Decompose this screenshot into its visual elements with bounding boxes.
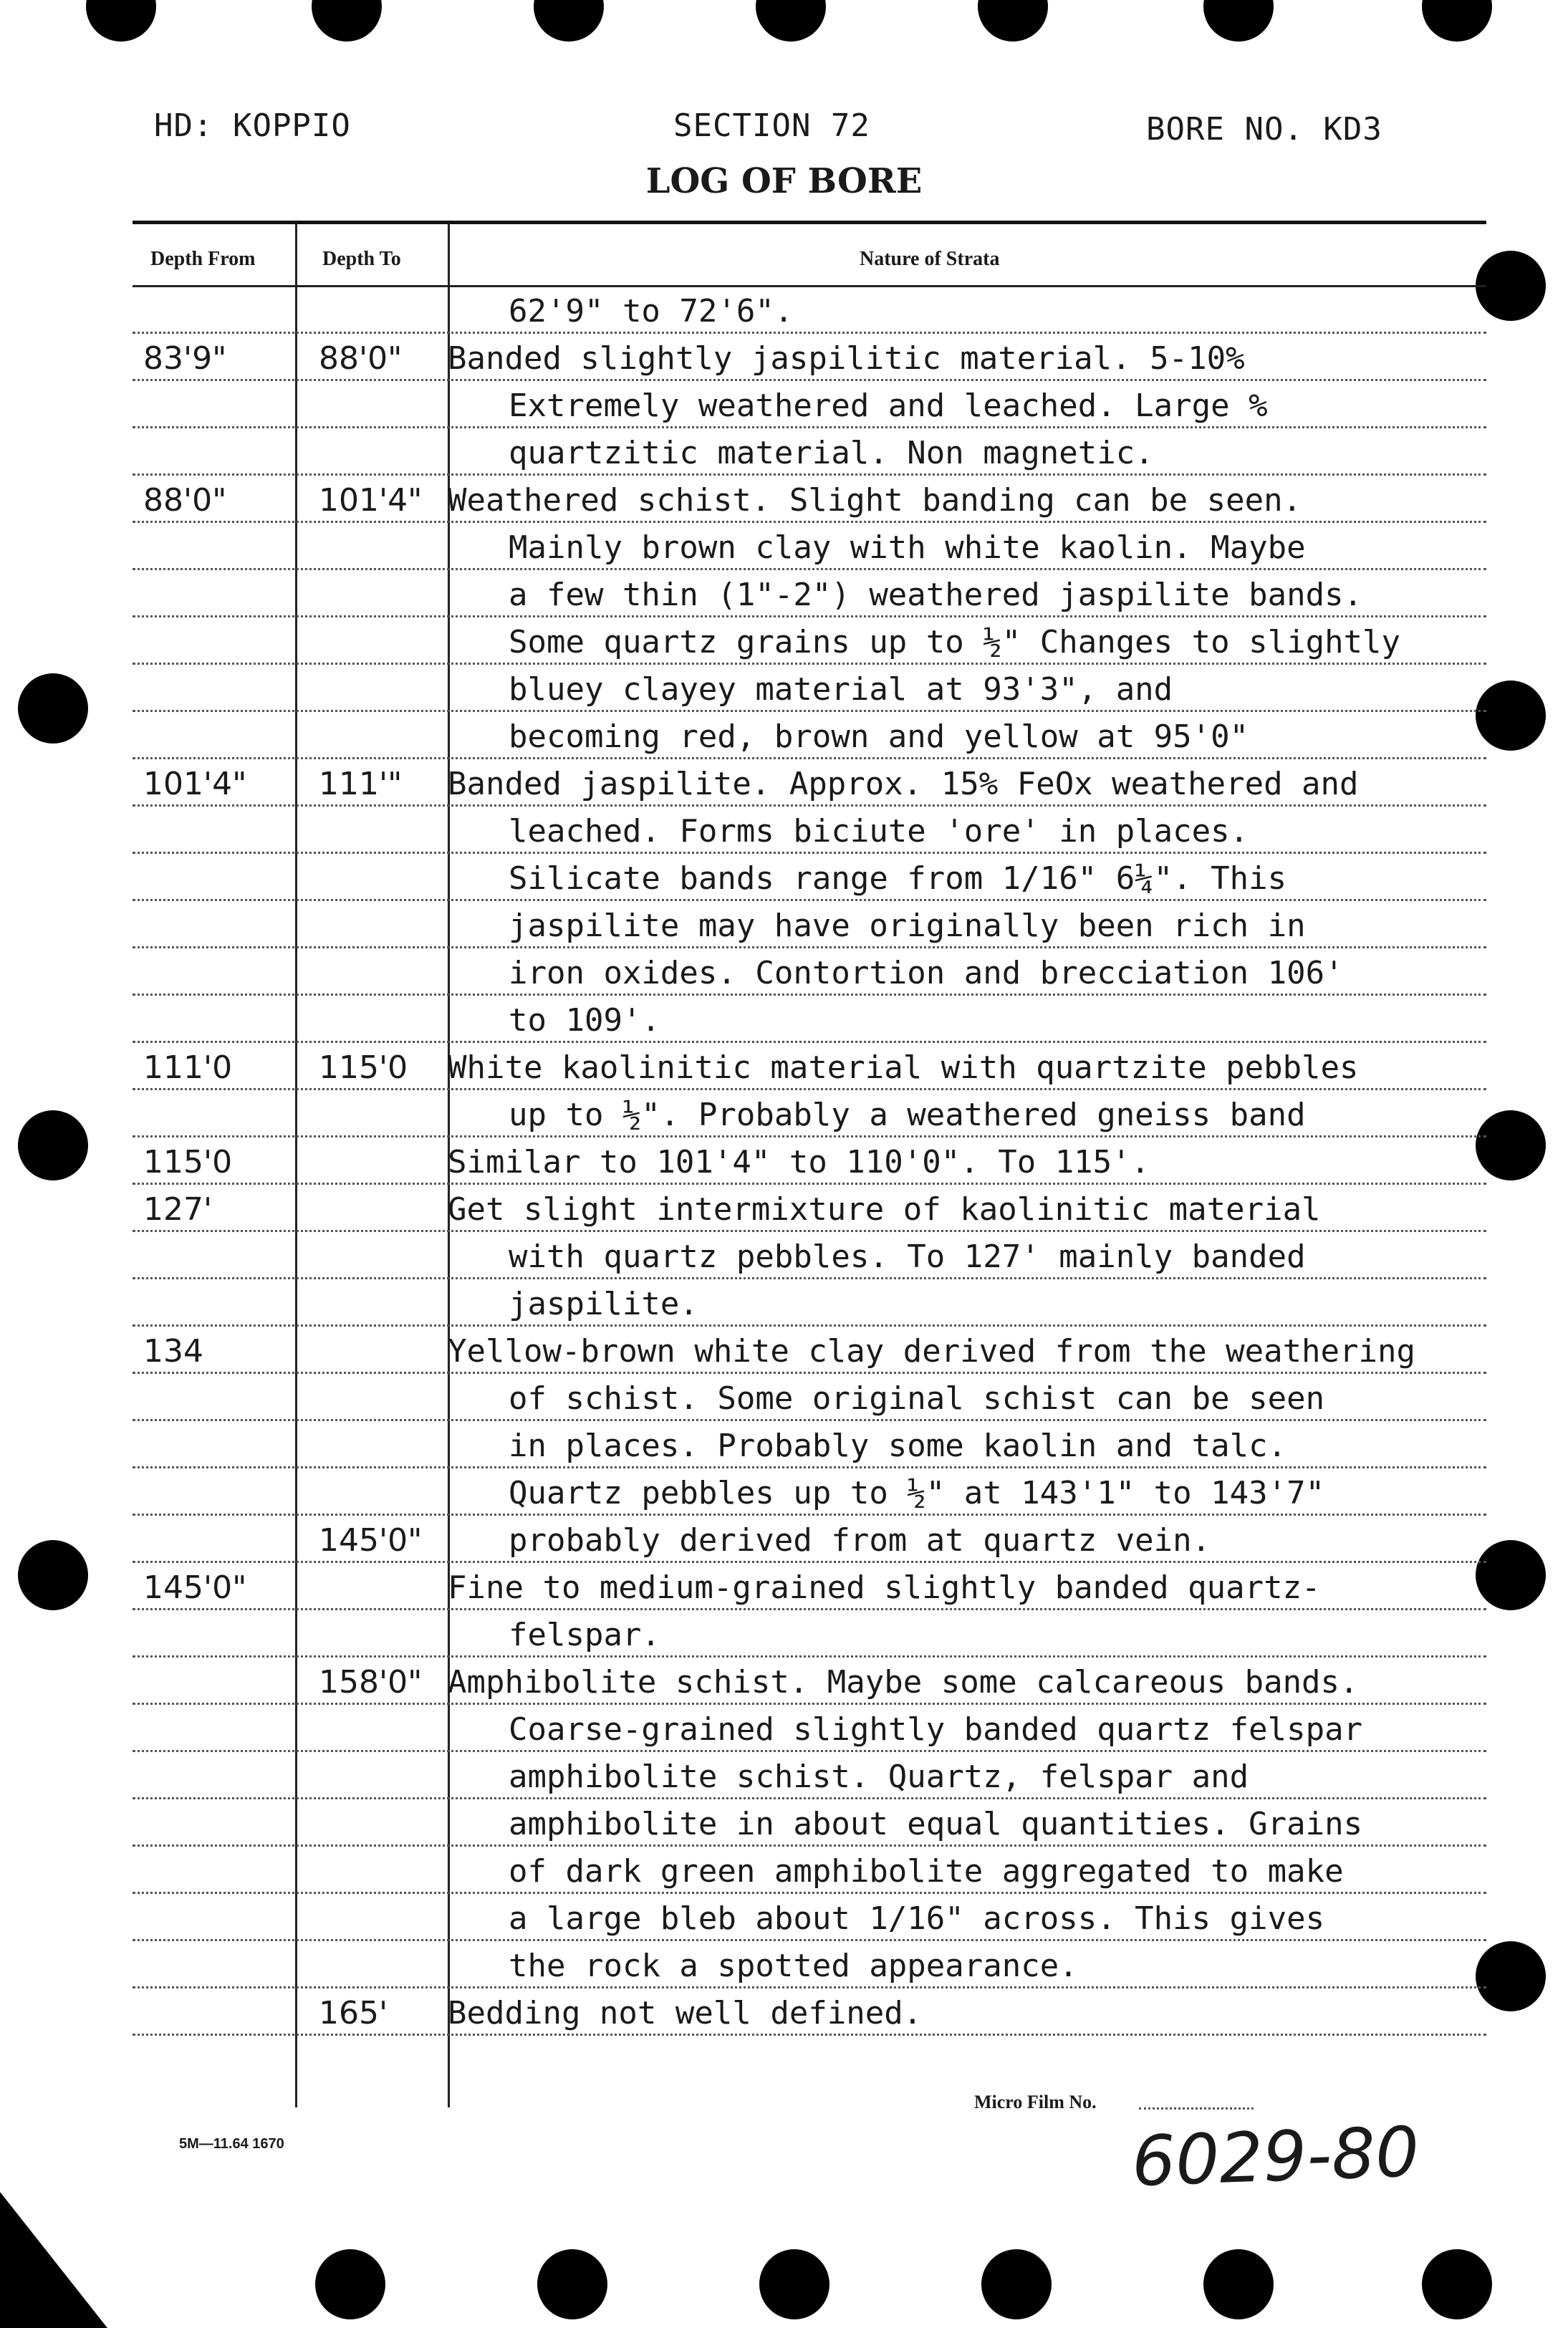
punch-hole: [981, 2249, 1052, 2319]
form-code: 5M—11.64 1670: [179, 2136, 284, 2152]
strata-description: up to ½". Probably a weathered gneiss band: [509, 1097, 1306, 1133]
dotted-rule: [133, 2034, 1486, 2036]
section-label: SECTION 72: [673, 107, 870, 144]
table-row: [133, 1755, 1486, 1802]
table-row: [133, 1093, 1486, 1140]
dotted-rule: [133, 1561, 1486, 1563]
depth-from-value: 101'4": [143, 766, 247, 802]
table-row: [133, 951, 1486, 999]
microfilm-label: Micro Film No.: [974, 2092, 1097, 2112]
film-number-handwritten: 6029-80: [1130, 2112, 1420, 2202]
depth-from-value: 83'9": [143, 340, 227, 377]
table-row: [133, 337, 1486, 384]
strata-description: with quartz pebbles. To 127' mainly banded: [509, 1238, 1306, 1275]
table-row: [133, 809, 1486, 857]
depth-from-value: 145'0": [143, 1569, 247, 1606]
dotted-rule: [133, 757, 1486, 759]
dotted-rule: [133, 1277, 1486, 1279]
strata-description: Banded jaspilite. Approx. 15% FeOx weathered and: [448, 766, 1359, 802]
table-row: [133, 1140, 1486, 1188]
table-row: [133, 668, 1486, 715]
table-row: [133, 857, 1486, 904]
table-row: [133, 1708, 1486, 1755]
depth-to-value: 165': [319, 1995, 388, 2031]
punch-hole: [18, 1110, 88, 1180]
strata-description: probably derived from at quartz vein.: [509, 1522, 1211, 1559]
depth-to-value: 145'0": [319, 1522, 423, 1559]
bore-number: BORE NO. KD3: [1146, 111, 1382, 148]
depth-from-value: 111'0: [143, 1049, 233, 1086]
strata-description: felspar.: [509, 1617, 660, 1653]
dotted-rule: [133, 804, 1486, 807]
dotted-rule: [133, 1703, 1486, 1705]
table-row: [133, 762, 1486, 809]
dotted-rule: [133, 710, 1486, 712]
strata-description: Fine to medium-grained slightly banded quartz-: [448, 1569, 1321, 1606]
depth-to-value: 158'0": [319, 1664, 423, 1701]
punch-hole: [1203, 2249, 1274, 2319]
punch-hole: [312, 0, 382, 42]
table-row: [133, 999, 1486, 1046]
strata-description: a few thin (1"-2") weathered jaspilite bands.: [509, 577, 1363, 613]
dotted-rule: [133, 852, 1486, 854]
dotted-rule: [133, 1466, 1486, 1468]
punch-hole: [756, 0, 826, 42]
table-row: [133, 573, 1486, 620]
strata-description: amphibolite schist. Quartz, felspar and: [509, 1759, 1249, 1795]
table-row: [133, 1802, 1486, 1850]
dotted-rule: [133, 1608, 1486, 1610]
table-row: [133, 1897, 1486, 1944]
strata-description: of dark green amphibolite aggregated to make: [509, 1853, 1344, 1890]
district-label: HD: KOPPIO: [154, 107, 351, 144]
punch-hole: [1422, 0, 1492, 42]
table-row: [133, 1944, 1486, 1991]
strata-description: Yellow-brown white clay derived from the weathering: [448, 1333, 1416, 1370]
table-row: [133, 526, 1486, 573]
dotted-rule: [133, 332, 1486, 334]
strata-description: iron oxides. Contortion and brecciation 106': [509, 955, 1344, 991]
strata-description: Get slight intermixture of kaolinitic material: [448, 1191, 1321, 1228]
dotted-rule: [133, 1135, 1486, 1137]
dotted-rule: [133, 1041, 1486, 1043]
dotted-rule: [133, 663, 1486, 665]
strata-description: amphibolite in about equal quantities. Grains: [509, 1806, 1363, 1842]
dotted-rule: [133, 568, 1486, 570]
table-row: [133, 1660, 1486, 1708]
table-row: [133, 431, 1486, 478]
strata-description: Weathered schist. Slight banding can be seen.: [448, 482, 1302, 519]
strata-description: a large bleb about 1/16" across. This gives: [509, 1900, 1325, 1937]
strata-description: of schist. Some original schist can be seen: [509, 1380, 1325, 1417]
table-row: [133, 1613, 1486, 1660]
col-header-depth-to: Depth To: [322, 248, 401, 270]
strata-description: White kaolinitic material with quartzite pebbles: [448, 1049, 1359, 1086]
strata-description: Silicate bands range from 1/16" 6¼". This: [509, 860, 1287, 897]
depth-to-value: 111'": [319, 766, 403, 802]
strata-description: Similar to 101'4" to 110'0". To 115'.: [448, 1144, 1150, 1180]
dotted-rule: [133, 1986, 1486, 1988]
punch-hole: [18, 673, 88, 744]
table-row: [133, 1235, 1486, 1282]
dotted-rule: [133, 1419, 1486, 1421]
dotted-rule: [133, 473, 1486, 476]
strata-description: Extremely weathered and leached. Large %: [509, 388, 1268, 424]
dotted-rule: [133, 379, 1486, 381]
table-top-rule: [133, 221, 1486, 224]
dotted-rule: [133, 521, 1486, 523]
punch-hole: [18, 1540, 88, 1610]
depth-from-value: 88'0": [143, 482, 227, 519]
strata-description: Some quartz grains up to ½" Changes to slightly: [509, 624, 1401, 660]
microfilm-rule: [1139, 2107, 1254, 2110]
strata-description: the rock a spotted appearance.: [509, 1948, 1078, 1984]
table-row: [133, 1329, 1486, 1377]
table-row: [133, 1424, 1486, 1471]
dotted-rule: [133, 899, 1486, 901]
table-row: [133, 1566, 1486, 1613]
depth-from-value: 127': [143, 1191, 213, 1228]
strata-description: Banded slightly jaspilitic material. 5-10%: [448, 340, 1245, 377]
table-row: [133, 478, 1486, 526]
table-row: [133, 620, 1486, 668]
dotted-rule: [133, 615, 1486, 617]
table-row: [133, 715, 1486, 762]
dotted-rule: [133, 1892, 1486, 1894]
strata-description: Mainly brown clay with white kaolin. Maybe: [509, 529, 1306, 566]
dotted-rule: [133, 1514, 1486, 1516]
punch-hole: [759, 2249, 829, 2319]
punch-hole: [1203, 0, 1274, 42]
table-row: [133, 1850, 1486, 1897]
strata-description: Quartz pebbles up to ½" at 143'1" to 143'7": [509, 1475, 1325, 1511]
depth-to-value: 88'0": [319, 340, 403, 377]
table-row: [133, 384, 1486, 431]
dotted-rule: [133, 1750, 1486, 1752]
strata-description: jaspilite.: [509, 1286, 698, 1322]
strata-description: in places. Probably some kaolin and talc.: [509, 1428, 1287, 1464]
table-row: [133, 1377, 1486, 1424]
strata-description: becoming red, brown and yellow at 95'0": [509, 718, 1249, 755]
dotted-rule: [133, 1230, 1486, 1232]
punch-hole: [315, 2249, 385, 2319]
dotted-rule: [133, 1939, 1486, 1941]
depth-to-value: 101'4": [319, 482, 423, 519]
dotted-rule: [133, 946, 1486, 948]
table-row: [133, 1991, 1486, 2039]
punch-hole: [537, 2249, 607, 2319]
depth-to-value: 115'0: [319, 1049, 408, 1086]
table-row: [133, 1282, 1486, 1329]
strata-description: leached. Forms biciute 'ore' in places.: [509, 813, 1249, 850]
dotted-rule: [133, 1372, 1486, 1374]
punch-hole: [1422, 2249, 1492, 2319]
depth-from-value: 115'0: [143, 1144, 233, 1180]
dotted-rule: [133, 1183, 1486, 1185]
table-row: [133, 904, 1486, 951]
dotted-rule: [133, 426, 1486, 428]
table-row: [133, 289, 1486, 337]
col-header-nature: Nature of Strata: [860, 248, 1000, 270]
dotted-rule: [133, 994, 1486, 996]
table-row: [133, 1519, 1486, 1566]
strata-description: Bedding not well defined.: [448, 1995, 923, 2031]
depth-from-value: 134: [143, 1333, 203, 1370]
strata-description: to 109'.: [509, 1002, 660, 1039]
dotted-rule: [133, 1324, 1486, 1327]
table-row: [133, 1471, 1486, 1519]
dotted-rule: [133, 1655, 1486, 1658]
punch-hole: [978, 0, 1048, 42]
strata-description: jaspilite may have originally been rich in: [509, 908, 1306, 944]
strata-description: bluey clayey material at 93'3", and: [509, 671, 1173, 708]
punch-hole: [534, 0, 604, 42]
page-title: LOG OF BORE: [645, 161, 923, 201]
header-rule: [133, 285, 1486, 287]
strata-description: quartzitic material. Non magnetic.: [509, 435, 1154, 471]
dotted-rule: [133, 1844, 1486, 1847]
table-row: [133, 1046, 1486, 1093]
table-row: [133, 1188, 1486, 1235]
strata-description: Amphibolite schist. Maybe some calcareous bands.: [448, 1664, 1359, 1701]
strata-description: 62'9" to 72'6".: [509, 293, 794, 330]
dotted-rule: [133, 1797, 1486, 1799]
punch-hole: [86, 0, 156, 42]
corner-fold: [0, 2192, 107, 2328]
col-header-depth-from: Depth From: [150, 248, 256, 270]
dotted-rule: [133, 1088, 1486, 1090]
strata-description: Coarse-grained slightly banded quartz felspar: [509, 1711, 1363, 1748]
